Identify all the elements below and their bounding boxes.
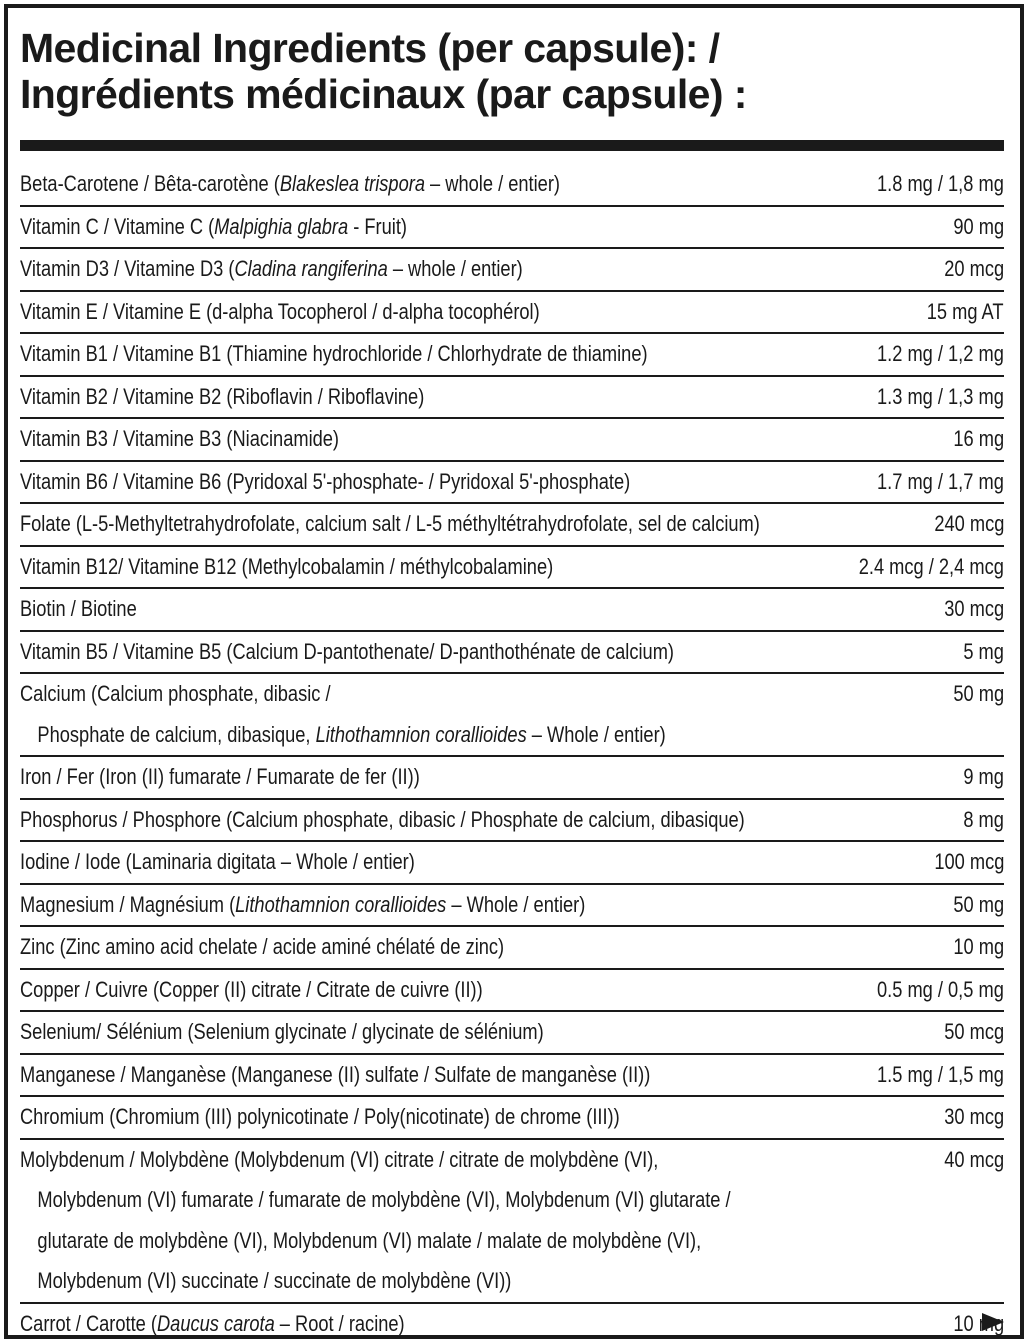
ingredient-name [20,292,1000,333]
ingredient-text: Molybdenum (VI) fumarate / fumarate de molybdène (VI), Molybdenum (VI) glutarate / [37,1187,730,1212]
ingredient-text: – Whole / entier) [527,722,666,747]
ingredient-amount: 10 mg [953,927,1004,967]
ingredient-amount: 16 mg [953,419,1004,459]
ingredient-amount: 1.8 mg / 1,8 mg [877,164,1004,204]
table-row [20,970,1004,1013]
ingredient-text: – Whole / entier) [446,892,585,917]
ingredient-name [20,715,1017,756]
ingredient-amount: 240 mcg [934,504,1004,544]
ingredient-name [20,249,1000,290]
ingredient-amount: 0.5 mg / 0,5 mg [877,970,1004,1010]
table-row [20,292,1004,335]
ingredient-text: – Root / racine) [275,1311,405,1336]
page-title [20,25,1000,117]
ingredient-name [20,632,1000,673]
ingredient-text: Zinc (Zinc amino acid chelate / acide aminé chélaté de zinc) [20,934,504,959]
table-row [20,1304,1004,1344]
title-french: Ingrédients médicinaux (par capsule) : [20,71,1000,117]
ingredient-amount: 8 mg [963,800,1004,840]
ingredient-text: Beta-Carotene / Bêta-carotène ( [20,171,280,196]
ingredient-name [20,674,1000,715]
ingredient-text: – whole / entier) [425,171,560,196]
ingredient-amount: 1.7 mg / 1,7 mg [877,462,1004,502]
ingredient-amount: 1.5 mg / 1,5 mg [877,1055,1004,1095]
ingredient-source-species: Cladina rangiferina [234,256,387,281]
ingredient-name [20,970,1000,1011]
ingredient-amount: 9 mg [963,757,1004,797]
ingredient-text: Biotin / Biotine [20,596,137,621]
ingredient-name [20,419,1000,460]
ingredient-name [20,1261,1017,1302]
ingredient-text: Iron / Fer (Iron (II) fumarate / Fumarate de fer (II)) [20,764,420,789]
ingredient-name [20,1140,1000,1181]
ingredient-name [20,1055,1000,1096]
ingredient-amount: 2.4 mcg / 2,4 mcg [859,547,1004,587]
table-row [20,164,1004,207]
ingredient-text: Vitamin B5 / Vitamine B5 (Calcium D-pantothenate/ D-panthothénate de calcium) [20,639,674,664]
ingredient-name [20,377,1000,418]
table-row [20,249,1004,292]
ingredient-text: Magnesium / Magnésium ( [20,892,235,917]
ingredient-name [20,1304,1000,1344]
ingredient-source-species: Daucus carota [157,1311,275,1336]
ingredient-name [20,504,1000,545]
table-row [20,207,1004,250]
title-english: Medicinal Ingredients (per capsule): / [20,25,1000,71]
ingredient-text: Vitamin D3 / Vitamine D3 ( [20,256,234,281]
table-row [20,885,1004,928]
table-row [20,927,1004,970]
ingredient-amount: 50 mg [953,674,1004,714]
table-row [20,1055,1004,1098]
table-row [20,1097,1004,1140]
table-row [20,504,1004,547]
ingredient-name [20,1012,1000,1053]
ingredient-text: Vitamin B3 / Vitamine B3 (Niacinamide) [20,426,339,451]
ingredient-source-species: Lithothamnion corallioides [316,722,527,747]
ingredient-source-species: Lithothamnion corallioides [235,892,446,917]
ingredient-name [20,547,1000,588]
ingredient-text: Vitamin B6 / Vitamine B6 (Pyridoxal 5'-phosphate- / Pyridoxal 5'-phosphate) [20,469,630,494]
ingredient-text: Phosphorus / Phosphore (Calcium phosphate, dibasic / Phosphate de calcium, dibasique) [20,807,745,832]
ingredient-amount: 50 mg [953,885,1004,925]
ingredient-name [20,207,1000,248]
table-row [20,757,1004,800]
ingredient-amount: 20 mcg [944,249,1004,289]
ingredient-text: glutarate de molybdène (VI), Molybdenum (VI) malate / malate de molybdène (VI), [37,1228,701,1253]
ingredient-text: Vitamin E / Vitamine E (d-alpha Tocopherol / d-alpha tocophérol) [20,299,540,324]
table-row [20,462,1004,505]
table-row [20,377,1004,420]
ingredient-text: Vitamin C / Vitamine C ( [20,214,214,239]
table-row [20,1140,1004,1304]
ingredient-name [20,462,1000,503]
ingredient-name [20,1180,1017,1221]
ingredient-name [20,885,1000,926]
ingredient-source-species: Malpighia glabra [214,214,348,239]
ingredient-amount: 5 mg [963,632,1004,672]
ingredient-text: Vitamin B12/ Vitamine B12 (Methylcobalamin / méthylcobalamine) [20,554,553,579]
ingredient-amount: 30 mcg [944,589,1004,629]
table-row [20,589,1004,632]
ingredient-name [20,757,1000,798]
ingredient-name [20,164,1000,205]
ingredient-amount: 90 mg [953,207,1004,247]
ingredient-name [20,334,1000,375]
ingredient-amount: 1.3 mg / 1,3 mg [877,377,1004,417]
ingredient-table [20,164,1004,1344]
ingredient-text: Calcium (Calcium phosphate, dibasic / [20,681,331,706]
ingredient-text: Phosphate de calcium, dibasique, [37,722,315,747]
ingredient-amount: 30 mcg [944,1097,1004,1137]
table-row [20,1012,1004,1055]
ingredient-source-species: Blakeslea trispora [280,171,425,196]
ingredient-text: Copper / Cuivre (Copper (II) citrate / Citrate de cuivre (II)) [20,977,483,1002]
ingredient-amount: 100 mcg [934,842,1004,882]
ingredient-name [20,800,1000,841]
ingredient-name [20,1097,1000,1138]
continue-arrow-icon [982,1313,1004,1331]
table-row [20,632,1004,675]
ingredient-text: – whole / entier) [388,256,523,281]
ingredient-amount: 40 mcg [944,1140,1004,1180]
ingredient-text: Chromium (Chromium (III) polynicotinate / Poly(nicotinate) de chrome (III)) [20,1104,620,1129]
table-row [20,842,1004,885]
table-row [20,419,1004,462]
header-rule [20,140,1004,151]
ingredient-name [20,1221,1017,1262]
ingredient-text: - Fruit) [348,214,407,239]
ingredient-text: Selenium/ Sélénium (Selenium glycinate / glycinate de sélénium) [20,1019,544,1044]
ingredient-amount: 50 mcg [944,1012,1004,1052]
ingredient-text: Molybdenum (VI) succinate / succinate de molybdène (VI)) [37,1268,511,1293]
table-row [20,674,1004,757]
ingredient-text: Carrot / Carotte ( [20,1311,157,1336]
ingredient-text: Manganese / Manganèse (Manganese (II) sulfate / Sulfate de manganèse (II)) [20,1062,650,1087]
ingredient-text: Vitamin B2 / Vitamine B2 (Riboflavin / Riboflavine) [20,384,424,409]
ingredient-amount: 15 mg AT [927,292,1004,332]
ingredient-name [20,842,1000,883]
ingredient-name [20,927,1000,968]
ingredient-text: Iodine / Iode (Laminaria digitata – Whole / entier) [20,849,415,874]
ingredient-amount: 10 mg [953,1304,1004,1344]
ingredient-amount: 1.2 mg / 1,2 mg [877,334,1004,374]
ingredient-name [20,589,1000,630]
ingredient-text: Vitamin B1 / Vitamine B1 (Thiamine hydrochloride / Chlorhydrate de thiamine) [20,341,648,366]
ingredient-text: Folate (L-5-Methyltetrahydrofolate, calcium salt / L-5 méthyltétrahydrofolate, sel de calcium) [20,511,760,536]
table-row [20,547,1004,590]
table-row [20,334,1004,377]
table-row [20,800,1004,843]
ingredient-text: Molybdenum / Molybdène (Molybdenum (VI) citrate / citrate de molybdène (VI), [20,1147,658,1172]
